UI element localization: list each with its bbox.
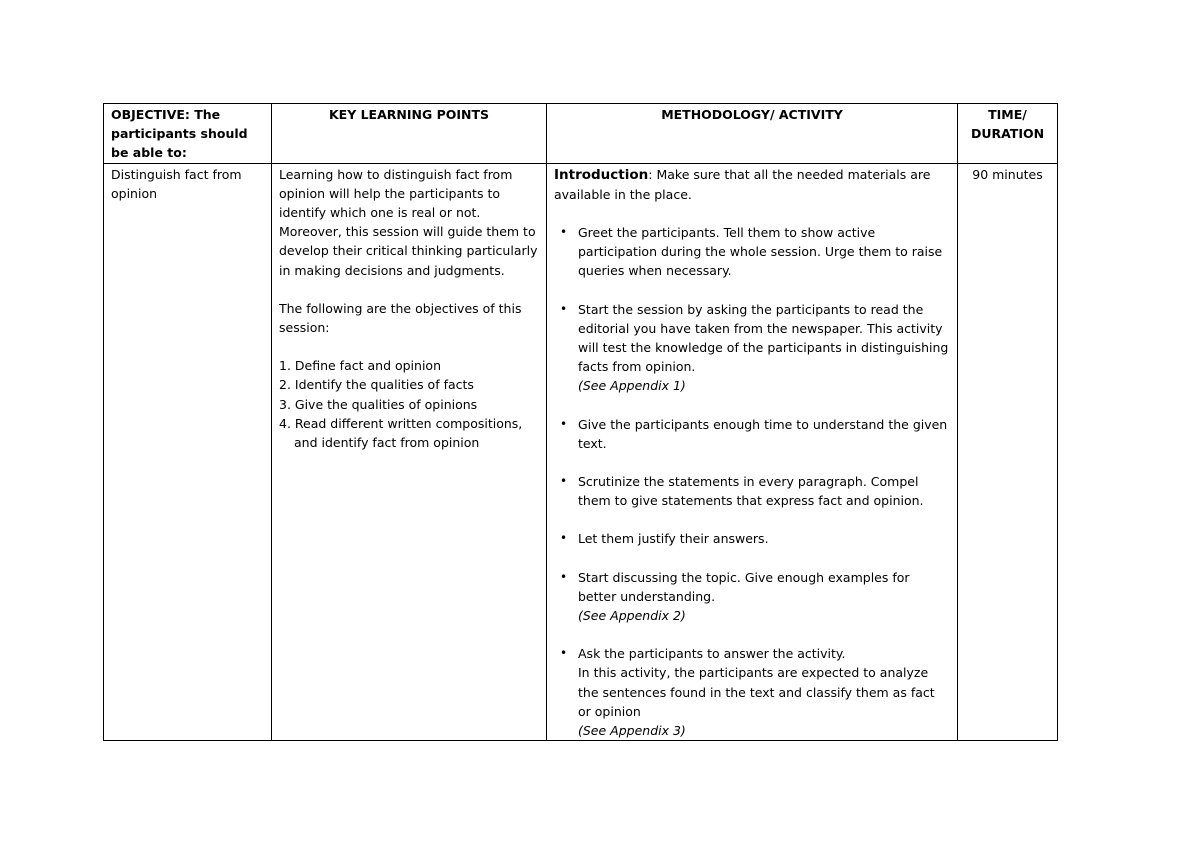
activity-step-text: Let them justify their answers. bbox=[578, 531, 769, 547]
bullet-icon: • bbox=[560, 474, 568, 489]
bullet-icon: • bbox=[560, 531, 568, 546]
activity-step-text: Start discussing the topic. Give enough examples for better understanding. bbox=[578, 569, 910, 604]
bullet-icon: • bbox=[560, 416, 568, 431]
methodology-cell bbox=[547, 163, 958, 741]
header-methodology: METHODOLOGY/ ACTIVITY bbox=[547, 104, 958, 164]
lesson-plan-table bbox=[103, 103, 1058, 741]
activity-step bbox=[554, 568, 950, 626]
key-points-cell bbox=[272, 163, 547, 741]
activity-step-text: Start the session by asking the participants to read the editorial you have taken from the newspaper. This activity will test the knowledge of the participants in distinguishing facts from opinion. bbox=[578, 301, 949, 375]
objective-item: 1. Define fact and opinion bbox=[279, 358, 441, 374]
header-objective: OBJECTIVE: The participants should be able to: bbox=[104, 104, 272, 164]
activity-step bbox=[554, 300, 950, 396]
introduction-paragraph bbox=[554, 165, 950, 204]
introduction-label: Introduction bbox=[554, 166, 649, 183]
activity-step bbox=[554, 223, 950, 281]
bullet-icon: • bbox=[560, 569, 568, 584]
activity-step bbox=[554, 472, 950, 510]
bullet-icon: • bbox=[560, 301, 568, 316]
bullet-icon: • bbox=[560, 225, 568, 240]
appendix-reference: (See Appendix 2) bbox=[578, 608, 686, 624]
objective-item: 4. Read different written compositions, and identify fact from opinion bbox=[279, 415, 523, 451]
appendix-reference: (See Appendix 1) bbox=[578, 378, 686, 394]
activity-step-text: Ask the participants to answer the activity. bbox=[578, 646, 846, 662]
duration-cell: 90 minutes bbox=[958, 163, 1058, 741]
table-header-row bbox=[104, 104, 1058, 164]
objective-item: 3. Give the qualities of opinions bbox=[279, 396, 478, 412]
objectives-list bbox=[279, 356, 539, 452]
introduction-text: : Make sure that all the needed materials are available in the place. bbox=[554, 166, 931, 202]
appendix-reference: (See Appendix 3) bbox=[578, 723, 686, 739]
objective-cell: Distinguish fact from opinion bbox=[104, 163, 272, 741]
activity-step-text: Scrutinize the statements in every paragraph. Compel them to give statements that express fact and opinion. bbox=[578, 474, 924, 509]
key-points-intro: Learning how to distinguish fact from opinion will help the participants to identify which one is real or not. Moreover, this session will guide them to develop their critical thinking particularly in making decisions and judgments. bbox=[279, 166, 538, 278]
activity-steps-list bbox=[554, 223, 950, 740]
activity-step-text: Greet the participants. Tell them to show active participation during the whole session. Urge them to raise queries when necessary. bbox=[578, 225, 943, 279]
key-points-lead: The following are the objectives of this session: bbox=[279, 300, 522, 336]
header-time-duration: TIME/ DURATION bbox=[958, 104, 1058, 164]
activity-step bbox=[554, 529, 950, 548]
activity-step bbox=[554, 415, 950, 453]
header-key-learning-points: KEY LEARNING POINTS bbox=[272, 104, 547, 164]
bullet-icon: • bbox=[560, 646, 568, 661]
objective-item: 2. Identify the qualities of facts bbox=[279, 377, 474, 393]
activity-step bbox=[554, 644, 950, 740]
activity-step-detail: In this activity, the participants are expected to analyze the sentences found in the text and classify them as fact or opinion bbox=[578, 665, 935, 719]
activity-step-text: Give the participants enough time to understand the given text. bbox=[578, 416, 948, 451]
table-row bbox=[104, 163, 1058, 741]
